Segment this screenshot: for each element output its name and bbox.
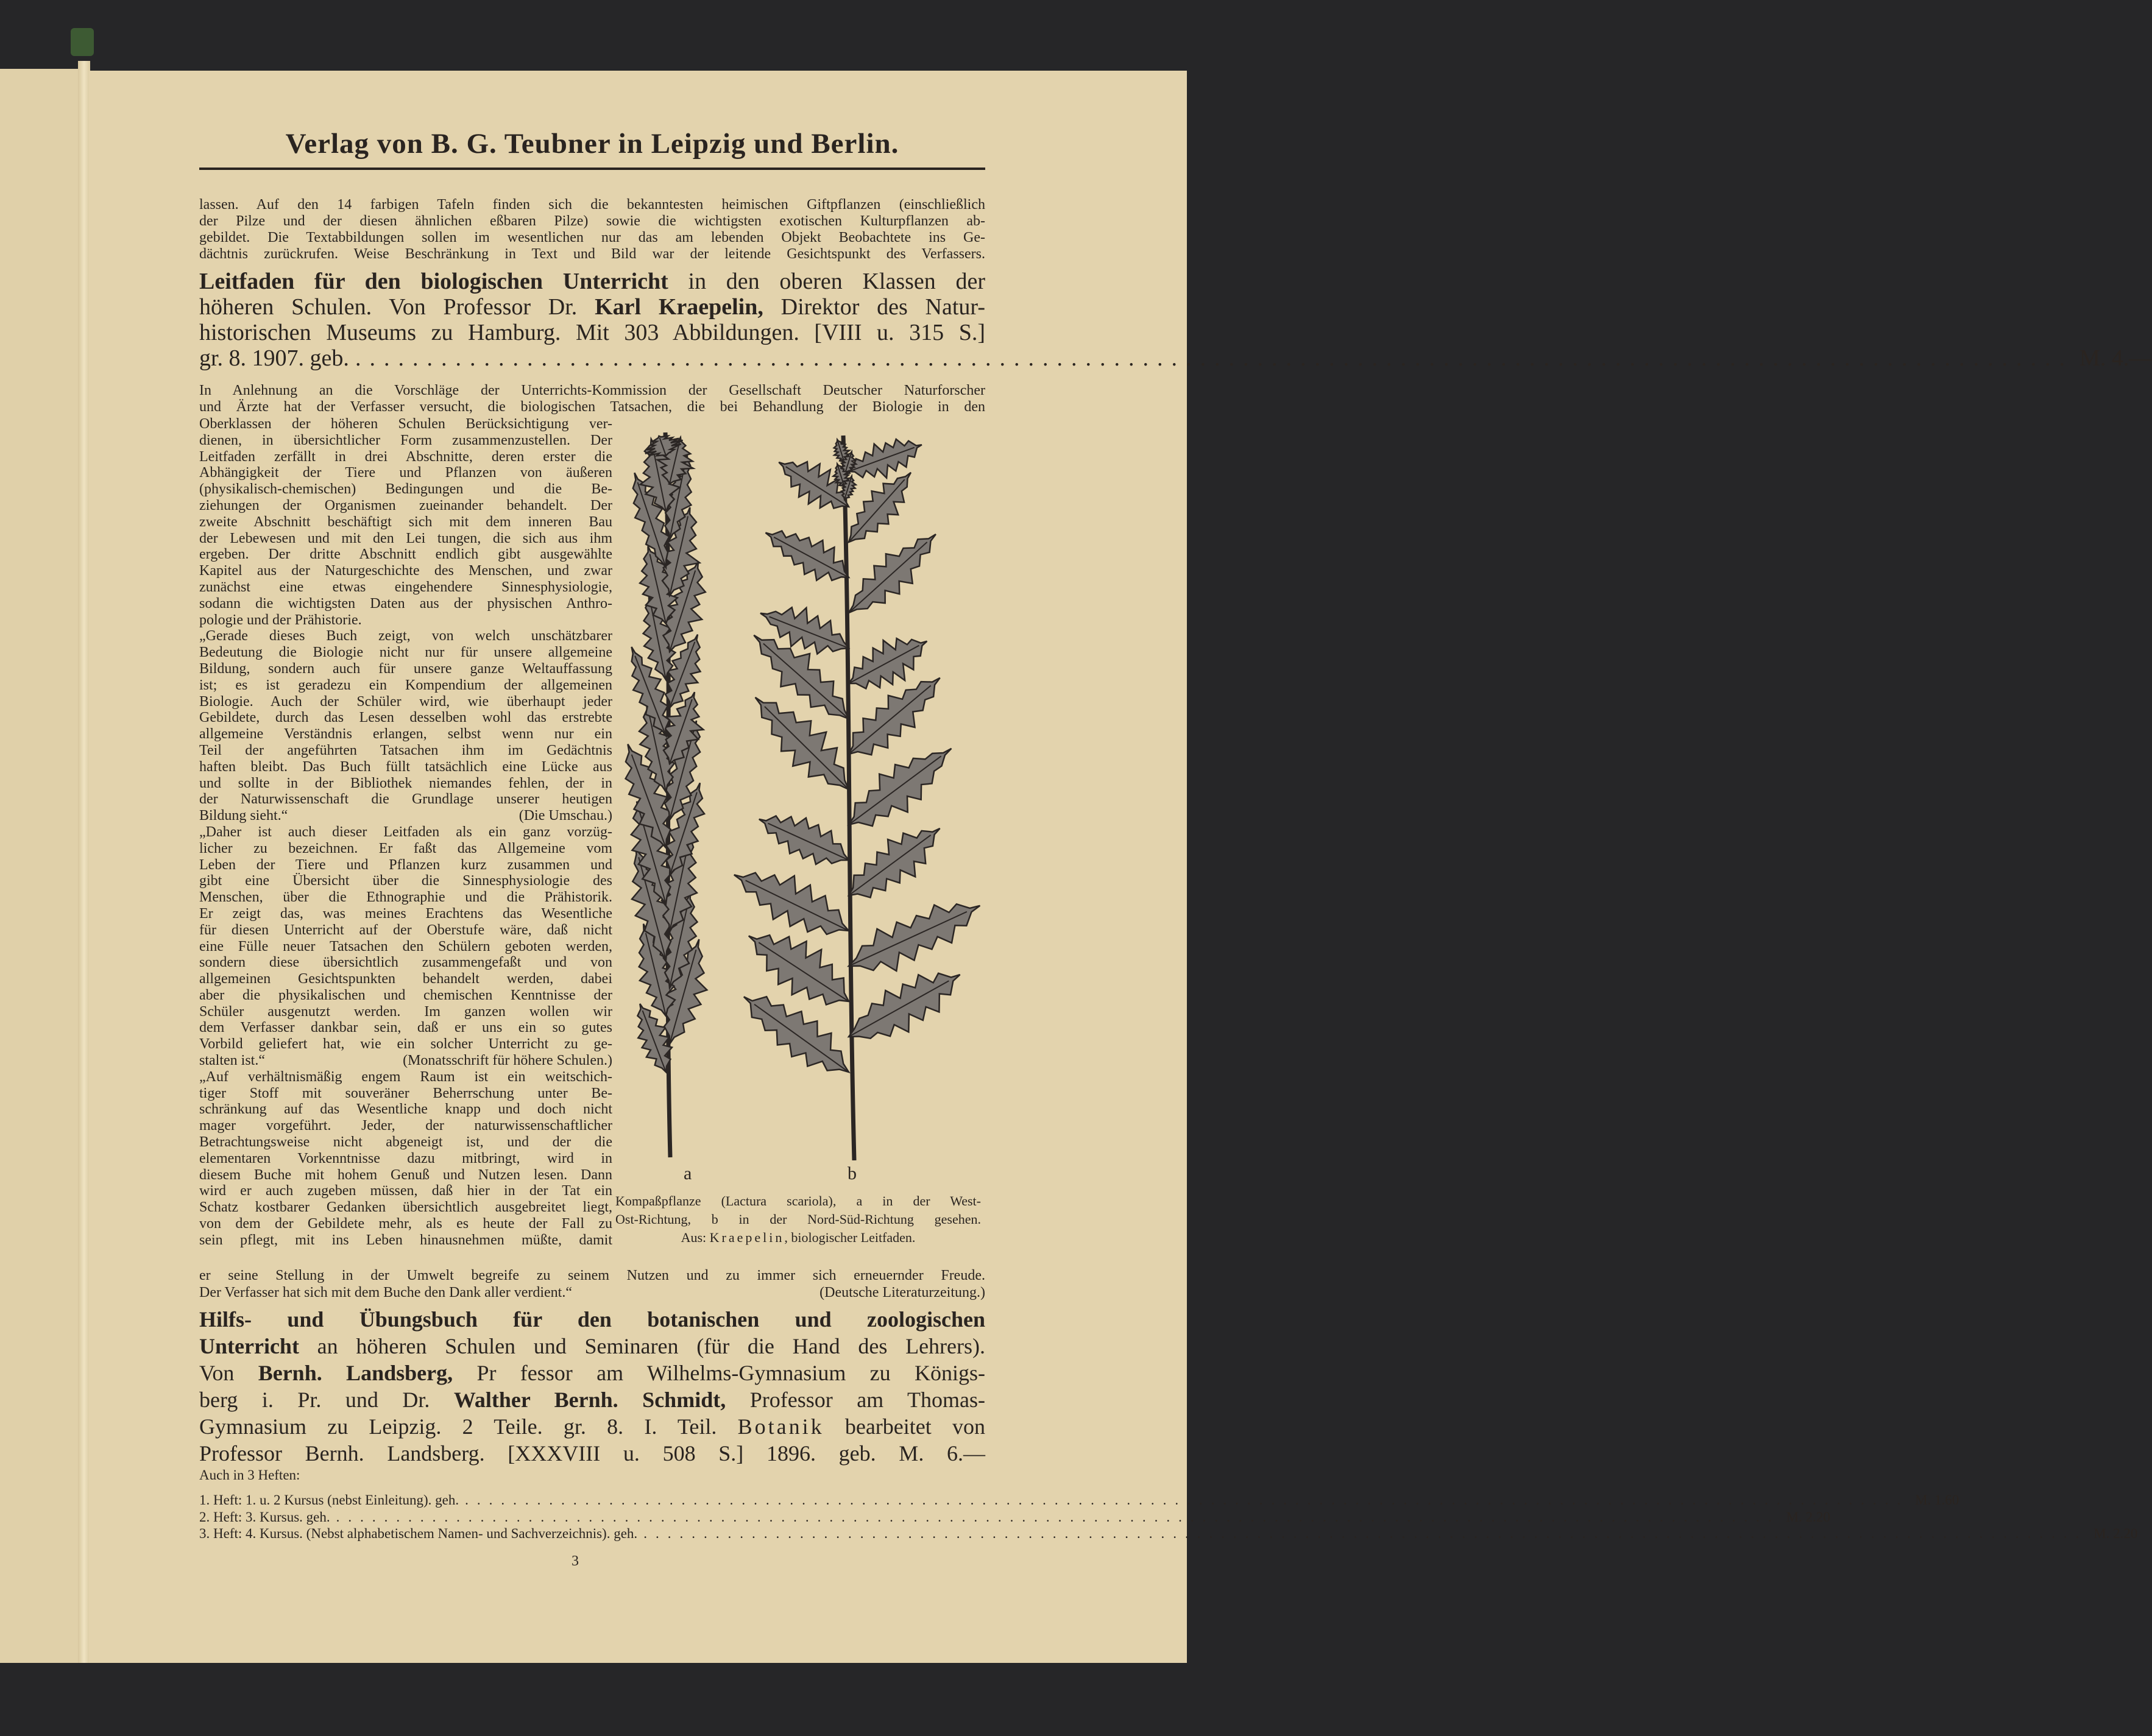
text-line: der Pilze und der diesen ähnlichen eßbaren Pilze) sowie die wichtigsten exotischen Kulturpflanzen ab- <box>199 213 985 229</box>
price-line-label: 2. Heft: 3. Kursus. geh. <box>199 1509 330 1525</box>
text-line: Betrachtungsweise nicht abgeneigt ist, und der die <box>199 1134 612 1151</box>
text-line: sein pflegt, mit ins Leben hinausnehmen müßte, damit <box>199 1232 612 1248</box>
text-line: der Lebewesen und mit den Lei tungen, die sich aus ihm <box>199 530 612 546</box>
text-line: eine Fülle neuer Tatsachen den Schülern geboten werden, <box>199 938 612 954</box>
text-line: Gymnasium zu Leipzig. 2 Teile. gr. 8. I. Teil. Botanik bearbeitet von <box>199 1414 985 1439</box>
text-line: gibt eine Übersicht über die Sinnesphysiologie des <box>199 873 612 889</box>
text-line: haften bleibt. Das Buch füllt tatsächlich eine Lücke aus <box>199 758 612 775</box>
text-line: Bedeutung die Biologie nicht nur für unsere allgemeine <box>199 644 612 661</box>
citation-source: (Monatsschrift für höhere Schulen.) <box>403 1053 612 1069</box>
text-line: und sollte in der Bibliothek niemandes fehlen, der in <box>199 775 612 791</box>
text-line: Schatz kostbarer Gedanken übersichtlich ausgebreitet liegt, <box>199 1199 612 1216</box>
text-line: licher zu bezeichnen. Er faßt das Allgemeine vom <box>199 840 612 856</box>
text-line: Gebildete, durch das Lesen desselben wohl das erstrebte <box>199 710 612 726</box>
text-line: dächtnis zurückrufen. Weise Beschränkung in Text und Bild war der leitende Gesichtspunkt des Verfassers. <box>199 246 985 262</box>
text-line: dem Verfasser dankbar sein, daß er uns ein so gutes <box>199 1020 612 1036</box>
bold-text: Unterricht <box>199 1334 299 1358</box>
text-line: zweite Abschnitt beschäftigt sich mit dem inneren Bau <box>199 513 612 530</box>
text-line: Leitfaden für den biologischen Unterricht in den oberen Klassen der <box>199 269 985 294</box>
price-value: M. 2.20 <box>1786 1509 1830 1525</box>
figure-caption <box>615 1192 981 1247</box>
text-line: sondern diese übersichtlich zusammengefaßt und von <box>199 954 612 971</box>
plant-b-leaf <box>734 873 849 934</box>
text-line: Vorbild geliefert hat, wie ein solcher Unterricht zu ge- <box>199 1036 612 1053</box>
text-line: ergeben. Der dritte Abschnitt endlich gibt ausgewählte <box>199 546 612 563</box>
text-line: ziehungen der Organismen zueinander behandelt. Der <box>199 497 612 513</box>
text-line: Teil der angeführten Tatsachen ihm im Gedächtnis <box>199 742 612 758</box>
plant-b-stem <box>843 436 854 1160</box>
text-line: er seine Stellung in der Umwelt begreife zu seinem Nutzen und zu immer sich erneuernder Freude. <box>199 1268 985 1283</box>
text-line: (physikalisch-chemischen) Bedingungen und die Be- <box>199 481 612 498</box>
hilfsbuch-entry <box>199 1306 985 1467</box>
dot-leader: ........................................................................................................................ <box>643 1526 2088 1541</box>
bold-text: Hilfs- und Übungsbuch für den botanischen und zoologischen <box>199 1307 985 1332</box>
text-line: schränkung auf das Wesentliche knapp und doch nicht <box>199 1101 612 1118</box>
text-line: Kapitel aus der Naturgeschichte des Menschen, und zwar <box>199 563 612 579</box>
text-line: diesem Buche mit hohem Genuß und Nutzen lesen. Dann <box>199 1166 612 1183</box>
text-line: Er zeigt das, was meines Erachtens das Wesentliche <box>199 905 612 922</box>
price-value: M. 2.20 <box>2094 1526 2138 1541</box>
quote-end: stalten ist.“ <box>199 1053 265 1069</box>
text-line: sodann die wichtigsten Daten aus der physischen Anthro- <box>199 595 612 612</box>
text-line: Ost-Richtung, b in der Nord-Süd-Richtung gesehen. <box>615 1212 981 1227</box>
text-line: Menschen, über die Ethnographie und die Prähistorik. <box>199 889 612 906</box>
text-line: Kompaßpflanze (Lactura scariola), a in der West- <box>615 1193 981 1208</box>
price-line-label: gr. 8. 1907. geb. <box>199 345 349 371</box>
caption-lines <box>615 1192 981 1229</box>
text-line: Schüler ausgenutzt werden. Im ganzen wollen wir <box>199 1003 612 1020</box>
figure-label-b: b <box>848 1163 857 1184</box>
text-line: Abhängigkeit der Tiere und Pflanzen von äußeren <box>199 465 612 481</box>
figure-label-a: a <box>684 1163 692 1184</box>
plant-a-drawing <box>626 432 707 1157</box>
text-line: allgemeinen Gesichtspunkten behandelt werden, dabei <box>199 971 612 987</box>
citation-source: (Deutsche Literaturzeitung.) <box>819 1285 985 1300</box>
price-line <box>199 1492 1959 1509</box>
text-line <box>199 1306 985 1333</box>
price-line <box>199 1509 1830 1526</box>
parts-list <box>199 1492 2138 1542</box>
price-value: M. 4.— <box>2079 345 2152 371</box>
text-line: ist; es ist geradezu ein Kompendium der allgemeinen <box>199 677 612 693</box>
text-line: der Naturwissenschaft die Grundlage unserer heutigen <box>199 791 612 808</box>
price-line-label: 3. Heft: 4. Kursus. (Nebst alphabetischem Namen- und Sachverzeichnis). geh. <box>199 1526 638 1541</box>
text-line: Professor Bernh. Landsberg. [XXXVIII u. 508 S.] 1896. geb. M. 6.— <box>199 1441 985 1466</box>
text-line: Leben der Tiere und Pflanzen kurz zusammen und <box>199 856 612 873</box>
text-line: „Gerade dieses Buch zeigt, von welch unschätzbarer <box>199 628 612 644</box>
text-line: höheren Schulen. Von Professor Dr. Karl Kraepelin, Direktor des Natur- <box>199 294 985 320</box>
plant-b-leaf <box>849 638 927 688</box>
text-line: aber die physikalischen und chemischen Kenntnisse der <box>199 987 612 1003</box>
text-line: berg i. Pr. und Dr. Walther Bernh. Schmidt, Professor am Thomas- <box>199 1388 985 1412</box>
bold-text: Walther Bernh. Schmidt, <box>453 1388 726 1412</box>
bold-text: Leitfaden für den biologischen Unterricht <box>199 269 668 294</box>
text-line: elementaren Vorkenntnisse dazu mitbringt, wird in <box>199 1150 612 1166</box>
bold-text: Karl Kraepelin, <box>595 294 763 320</box>
text-line: Leitfaden zerfällt in drei Abschnitte, deren erster die <box>199 448 612 465</box>
spaced-text: Botanik <box>737 1414 824 1439</box>
text-line: von dem der Gebildete mehr, als es heute der Fall zu <box>199 1216 612 1232</box>
bold-text: Bernh. Landsberg, <box>258 1361 453 1385</box>
page-number: 3 <box>572 1553 579 1569</box>
plant-b-drawing <box>734 436 980 1160</box>
text-line: Von Bernh. Landsberg, Pr fessor am Wilhelms-Gymnasium zu Königs- <box>199 1361 985 1385</box>
leaf-midrib <box>849 542 927 613</box>
text-line: Bildung, sondern auch für unsere ganze Weltauffassung <box>199 660 612 677</box>
text-line: und Ärzte hat der Verfasser versucht, die biologischen Tatsachen, die bei Behandlung der Biologie in den <box>199 399 985 415</box>
text-line: gebildet. Die Textabbildungen sollen im wesentlichen nur das am lebenden Objekt Beobachtete ins Ge- <box>199 230 985 245</box>
text-line: Biologie. Auch der Schüler wird, wie überhaupt jeder <box>199 693 612 710</box>
dot-leader: ........................................................................................................................ <box>465 1492 1910 1508</box>
text-line: pologie und der Prähistorie. <box>199 612 362 628</box>
text-line: tiger Stoff mit souveräner Beherrschung unter Be- <box>199 1085 612 1101</box>
publisher-header: Verlag von B. G. Teubner in Leipzig und Berlin. <box>285 128 899 160</box>
price-line-label: 1. Heft: 1. u. 2 Kursus (nebst Einleitung). geh. <box>199 1492 459 1508</box>
text-line: lassen. Auf den 14 farbigen Tafeln finden sich die bekanntesten heimischen Giftpflanzen (einschließlich <box>199 197 985 213</box>
citation-source: (Die Umschau.) <box>519 808 612 824</box>
text-line: mager vorgeführt. Jeder, der naturwissenschaftlicher <box>199 1118 612 1134</box>
text-line: allgemeine Verständnis erlangen, selbst wenn nur ein <box>199 726 612 743</box>
text-line: für diesen Unterricht auf der Oberstufe wäre, daß nicht <box>199 922 612 938</box>
text-line: „Auf verhältnismäßig engem Raum ist ein weitschich- <box>199 1068 612 1085</box>
dot-leader: ........................................................................................................................ <box>336 1509 1780 1525</box>
dot-leader: ........................................................................................................................ <box>355 345 2073 371</box>
spaced-text: Kraepelin <box>709 1230 785 1245</box>
caption-source: Aus: Kraepelin, biologischer Leitfaden. <box>681 1230 916 1245</box>
text-line: Unterricht an höheren Schulen und Seminaren (für die Hand des Lehrers). <box>199 1334 985 1358</box>
text-line: In Anlehnung an die Vorschläge der Unterrichts-Kommission der Gesellschaft Deutscher Naturforscher <box>199 383 985 398</box>
text-line: historischen Museums zu Hamburg. Mit 303 Abbildungen. [VIII u. 315 S.] <box>199 320 985 345</box>
price-value: M. 1.60 <box>1915 1492 1959 1508</box>
text-line: „Daher ist auch dieser Leitfaden als ein ganz vorzüg- <box>199 824 612 840</box>
text-line: Oberklassen der höheren Schulen Berücksichtigung ver- <box>199 416 612 432</box>
quote-end: Der Verfasser hat sich mit dem Buche den Dank aller verdient.“ <box>199 1285 572 1300</box>
price-line <box>199 1525 2138 1542</box>
text-line: wird er auch zugeben müssen, daß hier in der Tat ein <box>199 1183 612 1199</box>
parts-intro: Auch in 3 Heften: <box>199 1467 300 1483</box>
text-line: zunächst eine etwas eingehendere Sinnesphysiologie, <box>199 579 612 595</box>
text-line: dienen, in übersichtlicher Form zusammenzustellen. Der <box>199 432 612 448</box>
quote-end: Bildung sieht.“ <box>199 808 288 824</box>
